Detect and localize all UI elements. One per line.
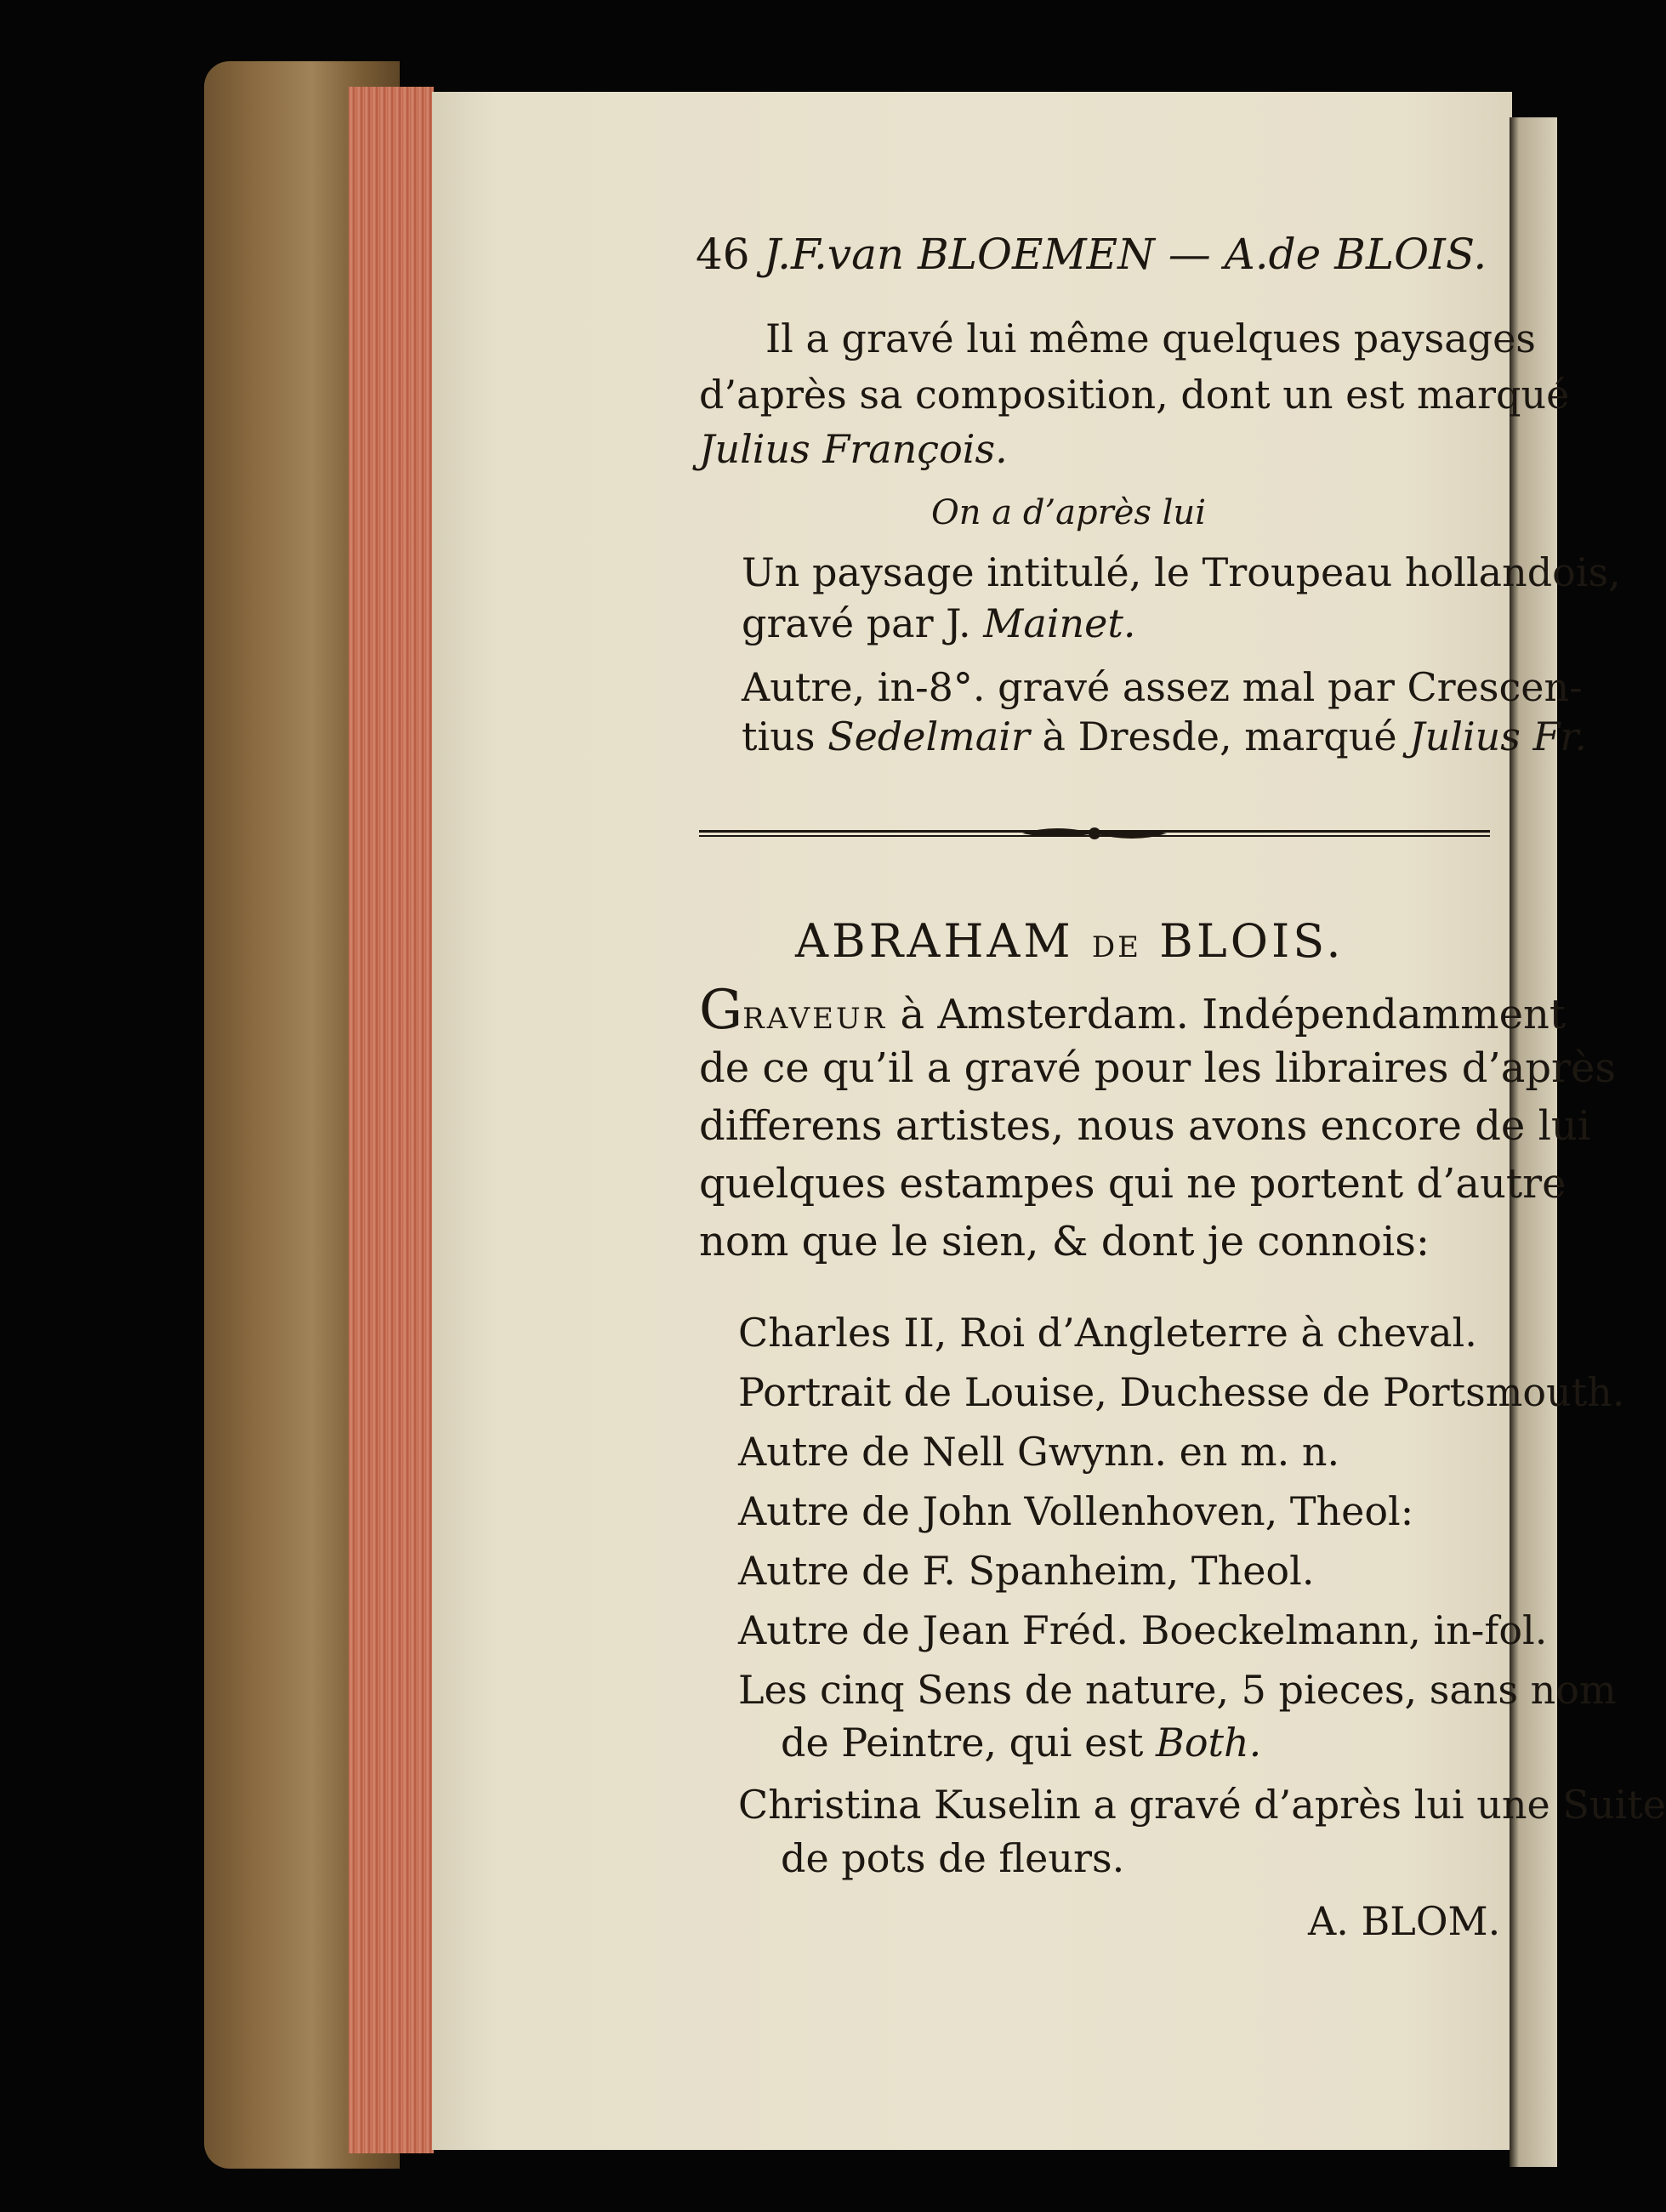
kuselin-line1: Christina Kuselin a gravé d’après lui une Suite	[738, 1782, 1666, 1828]
kuselin-line2: de pots de fleurs.	[781, 1835, 1125, 1881]
work-item: Les cinq Sens de nature, 5 pieces, sans nom	[738, 1667, 1617, 1713]
work-cont-artist: Both.	[1156, 1720, 1262, 1766]
para1-line3: Julius François.	[699, 426, 1008, 472]
intro-line3: differens artistes, nous avons encore de lui	[699, 1102, 1591, 1150]
work-item-continuation	[781, 1720, 1261, 1766]
drop-capital: G	[699, 979, 743, 1042]
entry1-line2	[742, 600, 1136, 647]
intro-line4: quelques estampes qui ne portent d’autre	[699, 1160, 1566, 1208]
intro-line5: nom que le sien, & dont je connois:	[699, 1218, 1430, 1265]
catchword: A. BLOM.	[1308, 1898, 1501, 1944]
entry2-line2-a: tius	[742, 714, 828, 759]
entry1-line2-text: gravé par J.	[742, 600, 984, 646]
page-number: 46	[696, 230, 750, 279]
work-item: Autre de F. Spanheim, Theol.	[738, 1548, 1315, 1594]
para1-line1: Il a gravé lui même quelques paysages	[765, 316, 1536, 361]
page-edges	[349, 87, 434, 2153]
entry1-engraver: Mainet.	[983, 600, 1136, 646]
work-item: Autre de John Vollenhoven, Theol:	[738, 1488, 1414, 1534]
para1-line2: d’après sa composition, dont un est marqué	[699, 372, 1570, 418]
heading-surname: BLOIS.	[1159, 914, 1345, 968]
intro-line2: de ce qu’il a gravé pour les libraires d’après	[699, 1044, 1617, 1092]
entry2-engraver: Sedelmair	[827, 714, 1030, 759]
intro-line1-rest: à Amsterdam. Indépendamment	[887, 991, 1566, 1038]
work-cont-text: de Peintre, qui est	[781, 1720, 1157, 1766]
work-item: Autre de Jean Fréd. Boeckelmann, in-fol.	[738, 1607, 1548, 1653]
on-a-dapres-lui: On a d’après lui	[931, 493, 1206, 532]
heading-name: ABRAHAM	[795, 914, 1074, 968]
section-heading	[795, 914, 1345, 968]
entry2-line1: Autre, in-8°. gravé assez mal par Crescen-	[742, 664, 1583, 710]
ornamental-rule	[699, 823, 1490, 844]
entry1-line1: Un paysage intitulé, le Troupeau hollandois,	[742, 549, 1621, 595]
heading-particle: DE	[1091, 930, 1141, 964]
intro-smallcaps: RAVEUR	[742, 1002, 888, 1036]
entry2-mark: Julius Fr.	[1409, 714, 1587, 759]
work-item: Charles II, Roi d’Angleterre à cheval.	[738, 1310, 1477, 1356]
entry2-line2-c: à Dresde, marqué	[1029, 714, 1410, 759]
work-item: Autre de Nell Gwynn. en m. n.	[738, 1429, 1340, 1475]
running-title: J.F.van BLOEMEN — A.de BLOIS.	[764, 230, 1487, 279]
work-item: Portrait de Louise, Duchesse de Portsmouth.	[738, 1369, 1625, 1415]
entry2-line2	[742, 713, 1587, 760]
intro-line1	[699, 979, 1566, 1043]
